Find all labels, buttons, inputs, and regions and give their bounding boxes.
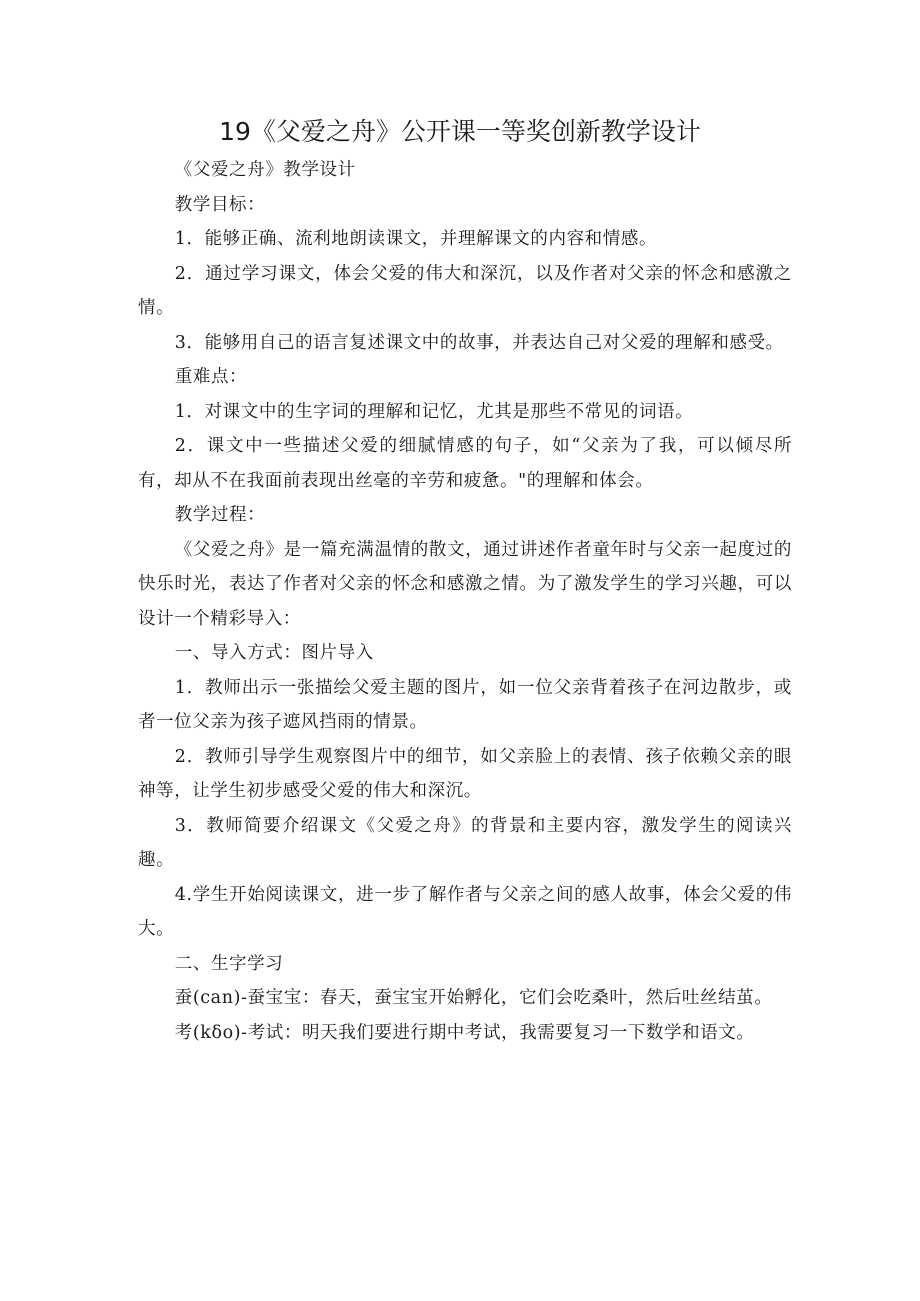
heading-process: 教学过程：	[174, 505, 266, 525]
paragraph: 1．能够正确、流利地朗读课文，并理解课文的内容和情感。	[174, 229, 658, 249]
heading-section-2: 二、生字学习	[174, 953, 284, 974]
heading-section-1: 一、导入方式：图片导入	[174, 643, 374, 663]
paragraph: 1．教师出示一张描绘父爱主题的图片，如一位父亲背着孩子在河边散步，或者一位父亲为孩子遮风挡雨的情景。	[138, 677, 792, 732]
heading-objectives: 教学目标：	[174, 194, 266, 215]
paragraph: 蚕(can)-蚕宝宝：春天，蚕宝宝开始孵化，它们会吃桑叶，然后吐丝结茧。	[174, 988, 773, 1008]
paragraph: 3．能够用自己的语言复述课文中的故事，并表达自己对父爱的理解和感受。	[174, 332, 784, 353]
paragraph: 考(kδo)-考试：明天我们要进行期中考试，我需要复习一下数学和语文。	[174, 1022, 755, 1043]
paragraph: 《父爱之舟》是一篇充满温情的散文，通过讲述作者童年时与父亲一起度过的快乐时光，表达了作者对父亲的怀念和感激之情。为了激发学生的学习兴趣，可以设计一个精彩导入：	[138, 539, 792, 629]
paragraph: 2．通过学习课文，体会父爱的伟大和深沉，以及作者对父亲的怀念和感激之情。	[138, 263, 792, 318]
paragraph: 2．课文中一些描述父爱的细腻情感的句子，如“父亲为了我，可以倾尽所有，却从不在我面前表现出丝毫的辛劳和疲惫。"的理解和体会。	[138, 436, 792, 491]
paragraph-subtitle: 《父爱之舟》教学设计	[174, 160, 356, 180]
document-title: 19《父爱之舟》公开课一等奖创新教学设计	[219, 117, 701, 146]
heading-key-points: 重难点：	[174, 367, 248, 387]
paragraph: 3．教师简要介绍课文《父爱之舟》的背景和主要内容，激发学生的阅读兴趣。	[138, 815, 792, 870]
paragraph: 1．对课文中的生字词的理解和记忆，尤其是那些不常见的词语。	[174, 401, 694, 422]
paragraph: 4.学生开始阅读课文，进一步了解作者与父亲之间的感人故事，体会父爱的伟大。	[138, 884, 792, 939]
document-body	[138, 153, 792, 1050]
paragraph: 2．教师引导学生观察图片中的细节，如父亲脸上的表情、孩子依赖父亲的眼神等，让学生初步感受父爱的伟大和深沉。	[138, 746, 792, 801]
